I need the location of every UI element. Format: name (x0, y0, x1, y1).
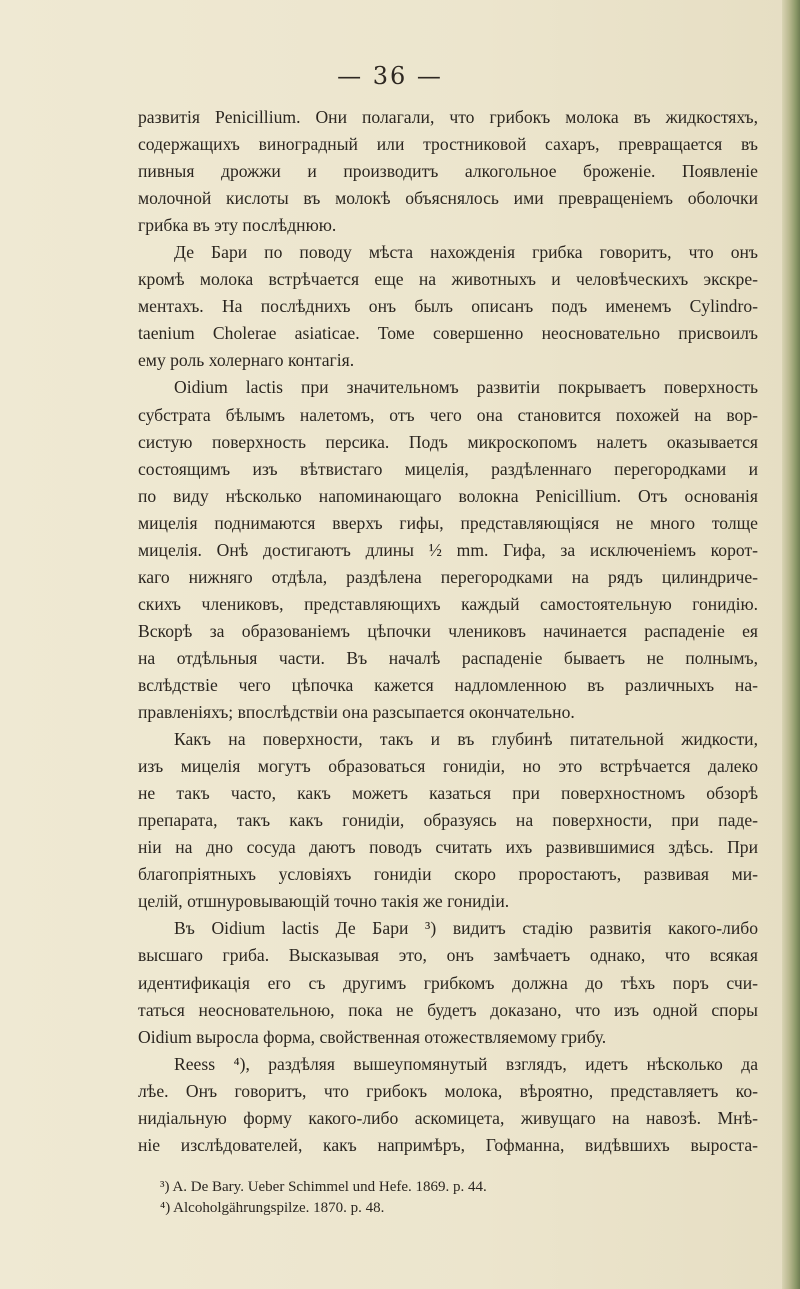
text-line: ему роль холернаго контагія. (138, 350, 355, 371)
page-number: — 36 — (337, 62, 443, 90)
body-text (138, 104, 758, 1159)
text-line: Вскорѣ за образованіемъ цѣпочки члениковъ начинается распаденіе ея (138, 620, 758, 641)
text-line: правленіяхъ; впослѣдствіи она разсыпается окончательно. (138, 702, 575, 723)
text-line: скихъ члениковъ, представляющихъ каждый самостоятельную гонидію. (138, 593, 758, 614)
text-line: на отдѣльныя части. Въ началѣ распаденіе бываетъ не полнымъ, (138, 647, 758, 668)
text-line: нидіальную форму какого-либо аскомицета, живущаго на навозѣ. Мнѣ- (138, 1107, 758, 1128)
text-line: по виду нѣсколько напоминающаго волокна Penicillium. Отъ основанія (138, 485, 758, 506)
text-line: ніе изслѣдователей, какъ напримѣръ, Гофманна, видѣвшихъ выроста- (138, 1134, 758, 1155)
text-line: Oidium выросла форма, свойственная отожествляемому грибу. (138, 1026, 607, 1047)
footnote-mark: ⁴) (160, 1200, 171, 1216)
page-binding-edge (782, 0, 800, 1289)
text-line: ментахъ. На послѣднихъ онъ былъ описанъ подъ именемъ Cylindro- (138, 296, 758, 317)
text-line: целій, отшнуровывающій точно такія же гонидіи. (138, 891, 510, 912)
text-line: лѣе. Онъ говоритъ, что грибокъ молока, вѣроятно, представляетъ ко- (138, 1080, 758, 1101)
text-line: taenium Cholerae asiaticae. Томе совершенно неосновательно присвоилъ (138, 323, 758, 344)
text-line: изъ мицелія могутъ образоваться гонидіи, но это встрѣчается далеко (138, 756, 758, 777)
text-line: каго нижняго отдѣла, раздѣлена перегородками на рядъ цилиндриче- (138, 566, 758, 587)
text-line: Де Бари по поводу мѣста нахожденія грибка говоритъ, что онъ (174, 242, 758, 263)
footnote-text: A. De Bary. Ueber Schimmel und Hefe. 1869. p. 44. (172, 1179, 487, 1195)
text-line: содержащихъ виноградный или тростниковой сахаръ, превращается въ (138, 134, 758, 155)
text-line: таться неосновательною, пока не будетъ доказано, что изъ одной споры (138, 999, 758, 1020)
text-line: мицелія поднимаются вверхъ гифы, представляющіяся не много толще (138, 512, 758, 533)
text-line: высшаго гриба. Высказывая это, онъ замѣчаетъ однако, что всякая (138, 945, 758, 966)
footnote-text: Alcoholgährungspilze. 1870. p. 48. (173, 1200, 385, 1216)
footnotes (138, 1177, 758, 1219)
footnote (138, 1177, 758, 1198)
text-line: развитія Penicillium. Они полагали, что грибокъ молока въ жидкостяхъ, (138, 107, 758, 127)
text-line: идентификація его съ другимъ грибкомъ должна до тѣхъ поръ счи- (138, 972, 758, 993)
text-line: Въ Oidium lactis Де Бари ³) видитъ стадію развитія какого-либо (174, 918, 758, 939)
text-line: ніи на дно сосуда даютъ поводъ считать ихъ развившимися здѣсь. При (138, 837, 758, 858)
text-line: Какъ на поверхности, такъ и въ глубинѣ питательной жидкости, (174, 729, 758, 750)
text-line: Reess ⁴), раздѣляя вышеупомянутый взглядъ, идетъ нѣсколько да (174, 1053, 758, 1074)
text-line: грибка въ эту послѣднюю. (138, 215, 337, 236)
footnote-mark: ³) (160, 1179, 170, 1195)
text-line: систую поверхность персика. Подъ микроскопомъ налетъ оказывается (138, 431, 758, 452)
text-line: благопріятныхъ условіяхъ гонидіи скоро проростаютъ, развивая ми- (138, 864, 758, 885)
text-line: мицелія. Онѣ достигаютъ длины ½ mm. Гифа, за исключеніемъ корот- (138, 539, 758, 560)
text-line: Oidium lactis при значительномъ развитіи покрываетъ поверхность (174, 377, 758, 398)
text-line: препарата, такъ какъ гонидіи, образуясь на поверхности, при паде- (138, 810, 758, 831)
text-line: кромѣ молока встрѣчается еще на животныхъ и человѣческихъ экскре- (138, 269, 758, 290)
text-line: субстрата бѣлымъ налетомъ, отъ чего она становится похожей на вор- (138, 404, 758, 425)
text-line: вслѣдствіе чего цѣпочка кажется надломленною въ различныхъ на- (138, 674, 758, 695)
text-line: молочной кислоты въ молокѣ объяснялось ими превращеніемъ оболочки (138, 188, 758, 209)
text-line: пивныя дрожжи и производитъ алкогольное броженіе. Появленіе (138, 161, 758, 182)
text-line: состоящимъ изъ вѣтвистаго мицелія, раздѣленнаго перегородками и (138, 458, 758, 479)
footnote (138, 1198, 758, 1219)
text-line: не такъ часто, какъ можетъ казаться при поверхностномъ обзорѣ (138, 783, 758, 804)
